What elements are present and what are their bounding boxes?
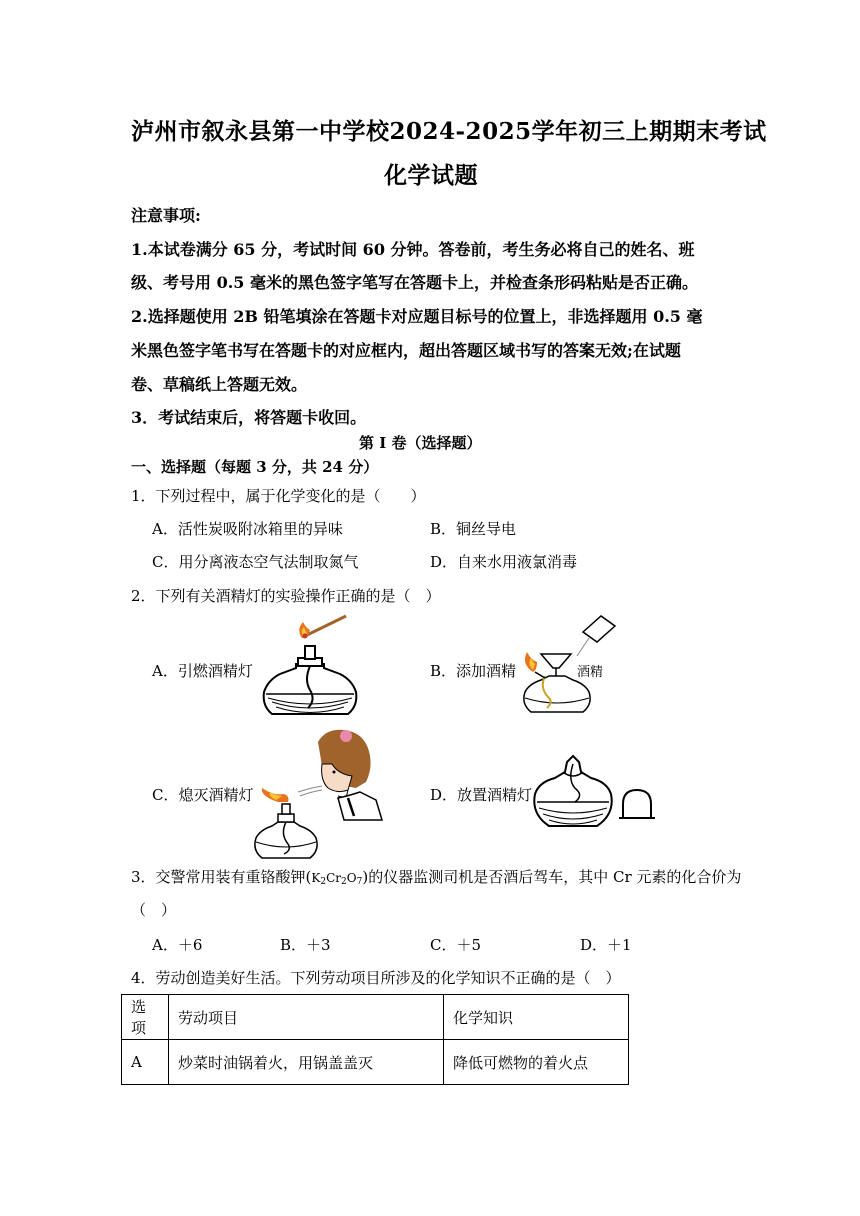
q2-option-a: A．引燃酒精灯 — [152, 662, 253, 680]
formula-cr: Cr — [326, 871, 342, 885]
q1-option-c: C．用分离液态空气法制取氮气 — [152, 553, 359, 571]
formula-k-sub: 2 — [320, 877, 327, 887]
table-header-knowledge: 化学知识 — [444, 995, 629, 1040]
figure-light-lamp — [258, 618, 368, 718]
notice-item1-line1: 1.本试卷满分 65 分，考试时间 60 分钟。答卷前，考生务必将自己的姓名、班 — [131, 240, 695, 259]
table-header-row — [122, 995, 629, 1040]
notice-item2-line3: 卷、草稿纸上答题无效。 — [131, 375, 308, 394]
q3-formula — [311, 871, 362, 885]
q3-stem-post: )的仪器监测司机是否酒后驾车，其中 Cr 元素的化合价为 — [362, 868, 742, 886]
notice-item2-line1: 2.选择题使用 2B 铅笔填涂在答题卡对应题目标号的位置上，非选择题用 0.5 毫 — [131, 307, 703, 326]
alcohol-label: 酒精 — [577, 664, 604, 679]
q4-stem: 4．劳动创造美好生活。下列劳动项目所涉及的化学知识不正确的是（ ） — [131, 969, 621, 987]
table-cell-knowledge: 降低可燃物的着火点 — [444, 1040, 629, 1085]
q1-option-a: A．活性炭吸附冰箱里的异味 — [152, 520, 343, 538]
figure-place-lamp — [527, 752, 657, 832]
notice-heading: 注意事项: — [131, 206, 201, 225]
notice-item1-line2: 级、考号用 0.5 毫米的黑色签字笔写在答题卡上，并检查条形码粘贴是否正确。 — [131, 273, 698, 292]
formula-o: O — [346, 871, 357, 885]
q1-option-d: D．自来水用液氯消毒 — [430, 553, 578, 571]
q3-stem — [131, 866, 741, 887]
table-header-option: 选项 — [122, 995, 169, 1040]
exam-title-line1: 泸州市叙永县第一中学校2024-2025学年初三上期期末考试 — [131, 118, 767, 145]
figure-add-alcohol — [515, 612, 625, 717]
q4-table — [121, 994, 629, 1085]
q3-option-b: B．＋3 — [280, 936, 331, 954]
notice-item2-line2: 米黑色签字笔书写在答题卡的对应框内，超出答题区域书写的答案无效;在试题 — [131, 341, 681, 360]
q3-option-d: D．＋1 — [580, 936, 632, 954]
q1-option-b: B．铜丝导电 — [430, 520, 517, 538]
formula-cr-sub: 2 — [341, 877, 347, 887]
q3-option-c: C．＋5 — [430, 936, 482, 954]
table-cell-option: A — [122, 1040, 169, 1085]
q3-option-a: A．＋6 — [152, 936, 203, 954]
exam-title-line2: 化学试题 — [384, 162, 478, 189]
q3-stem-pre: 3．交警常用装有重铬酸钾( — [131, 868, 312, 886]
notice-item3: 3．考试结束后，将答题卡收回。 — [131, 408, 367, 427]
table-cell-task: 炒菜时油锅着火，用锅盖盖灭 — [169, 1040, 444, 1085]
table-header-task: 劳动项目 — [169, 995, 444, 1040]
formula-o-sub: 7 — [356, 877, 363, 887]
figure-blow-out-lamp — [248, 724, 388, 860]
q1-stem: 1．下列过程中，属于化学变化的是（ ） — [131, 487, 426, 505]
formula-k: K — [311, 871, 321, 885]
part1-heading: 第 I 卷（选择题） — [359, 434, 482, 452]
section-heading: 一、选择题（每题 3 分，共 24 分） — [131, 458, 379, 476]
q2-option-c: C．熄灭酒精灯 — [152, 786, 254, 804]
q2-stem: 2．下列有关酒精灯的实验操作正确的是（ ） — [131, 587, 441, 605]
q2-option-d: D．放置酒精灯 — [430, 786, 533, 804]
q3-stem-line2: （ ） — [131, 901, 177, 919]
table-row — [122, 1040, 629, 1085]
q2-option-b: B．添加酒精 — [430, 662, 517, 680]
